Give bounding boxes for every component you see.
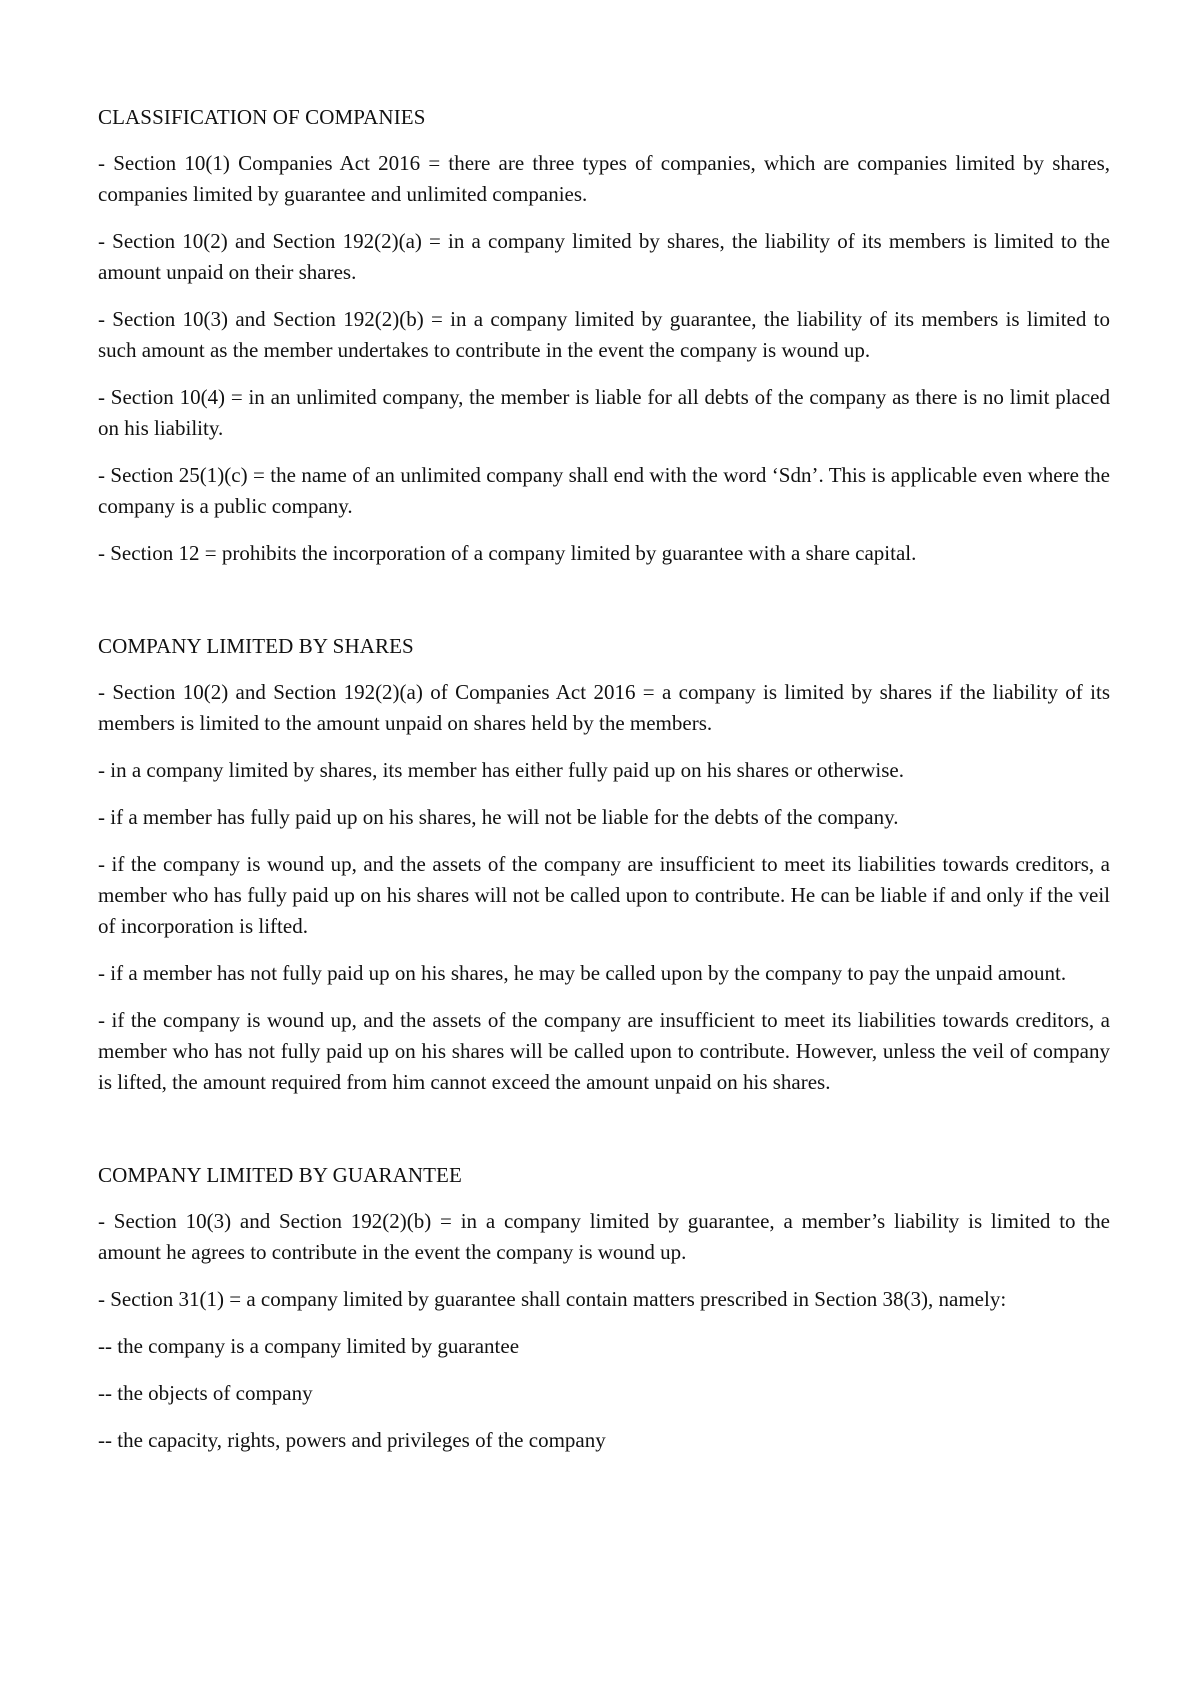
paragraph: - Section 10(3) and Section 192(2)(b) = in a company limited by guarantee, a member’s liability is limited to the amount he agrees to contribute in the event the company is wound up. [98,1209,1110,1264]
section-heading: COMPANY LIMITED BY SHARES [98,634,414,658]
paragraph: - in a company limited by shares, its member has either fully paid up on his shares or otherwise. [98,758,904,782]
section-limited-by-guarantee [98,1160,1110,1456]
paragraph: - if a member has not fully paid up on his shares, he may be called upon by the company to pay the unpaid amount. [98,961,1067,985]
paragraph: - Section 10(1) Companies Act 2016 = there are three types of companies, which are companies limited by shares, companies limited by guarantee and unlimited companies. [98,151,1110,206]
section-heading: COMPANY LIMITED BY GUARANTEE [98,1163,462,1187]
paragraph: - Section 10(3) and Section 192(2)(b) = in a company limited by guarantee, the liability of its members is limited to such amount as the member undertakes to contribute in the event the company is wound up. [98,307,1110,362]
list-item: -- the objects of company [98,1381,313,1405]
paragraph: - Section 31(1) = a company limited by guarantee shall contain matters prescribed in Section 38(3), namely: [98,1287,1007,1311]
paragraph: - if the company is wound up, and the assets of the company are insufficient to meet its liabilities towards creditors, a member who has not fully paid up on his shares will be called upon to contribute. However, unless the veil of company is lifted, the amount required from him cannot exceed the amount unpaid on his shares. [98,1008,1110,1094]
list-item: -- the company is a company limited by guarantee [98,1334,520,1358]
paragraph: - if a member has fully paid up on his shares, he will not be liable for the debts of the company. [98,805,899,829]
paragraph: - Section 10(2) and Section 192(2)(a) of Companies Act 2016 = a company is limited by shares if the liability of its members is limited to the amount unpaid on shares held by the members. [98,680,1110,735]
paragraph: - Section 12 = prohibits the incorporation of a company limited by guarantee with a share capital. [98,541,917,565]
list-item: -- the capacity, rights, powers and privileges of the company [98,1428,606,1452]
paragraph: - Section 10(4) = in an unlimited company, the member is liable for all debts of the company as there is no limit placed on his liability. [98,385,1110,440]
paragraph: - Section 25(1)(c) = the name of an unlimited company shall end with the word ‘Sdn’. This is applicable even where the company is a public company. [98,463,1110,518]
section-heading: CLASSIFICATION OF COMPANIES [98,105,426,129]
paragraph: - if the company is wound up, and the assets of the company are insufficient to meet its liabilities towards creditors, a member who has fully paid up on his shares will not be called upon to contribute. He can be liable if and only if the veil of incorporation is lifted. [98,852,1110,938]
section-classification [98,102,1110,569]
paragraph: - Section 10(2) and Section 192(2)(a) = in a company limited by shares, the liability of its members is limited to the amount unpaid on their shares. [98,229,1110,284]
section-limited-by-shares [98,631,1110,1098]
